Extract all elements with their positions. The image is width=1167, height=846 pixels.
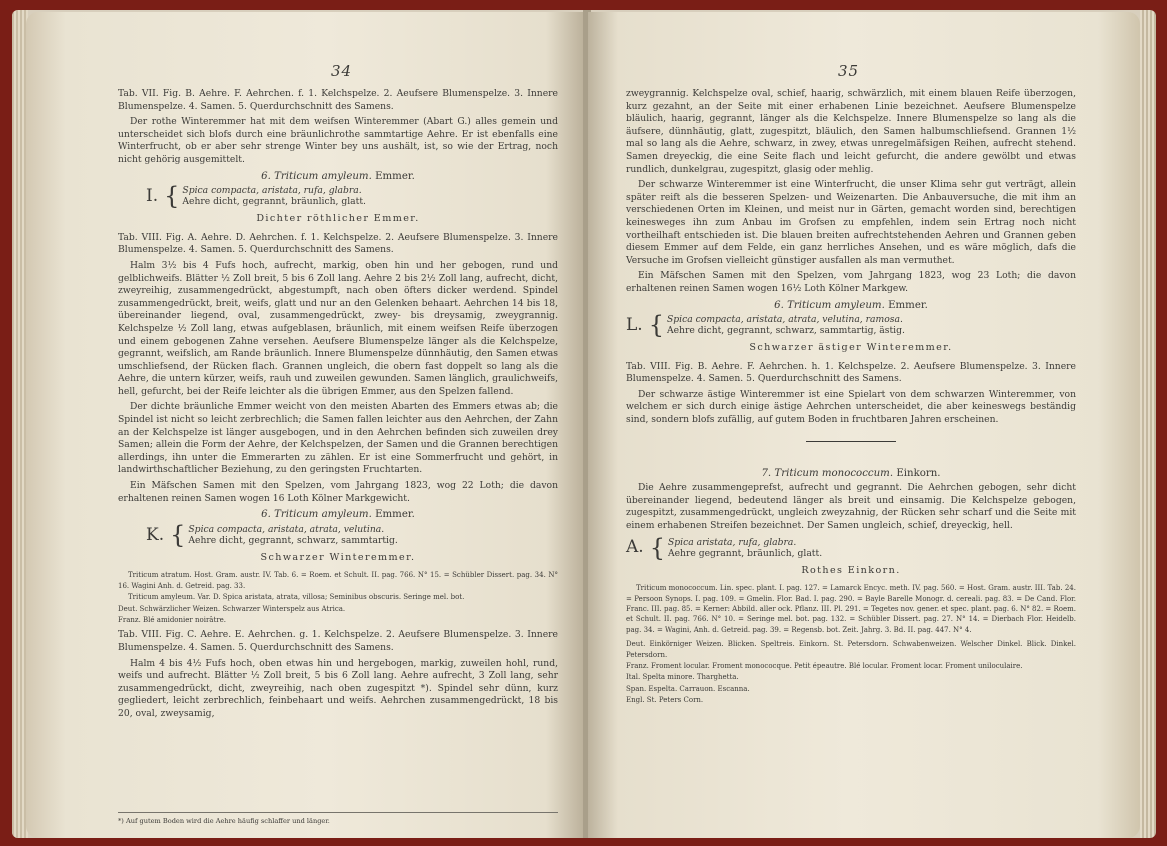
paragraph: Ein Mäfschen Samen mit den Spelzen, vom Jahrgang 1823, wog 22 Loth; die davon erhaltenen reinen Samen wogen 16 Loth Kölner Markgewicht.: [118, 480, 558, 504]
footnote: *) Auf gutem Boden wird die Aehre häufig schlaffer und länger.: [118, 812, 558, 825]
variety-name: Schwarzer Winteremmer.: [260, 551, 416, 563]
brace-glyph: {: [164, 182, 180, 211]
vernacular-french: Franz. Blé amidonier noirâtre.: [118, 616, 226, 625]
paragraph: zweygrannig. Kelchspelze oval, schief, haarig, schwärzlich, mit einem blauen Reife überzogen, kurz gezahnt, an der Seite mit einer erhabenen Linie bezeichnet. Aeufsere Blumenspelze bläulich, haarig, gegrannt, länger als die Kelchspelze. Innere Blumenspelze so lang als die äufsere, dünnhäutig, glatt, zugespitzt, bläulich, den Samen halbumschliefsend. Grannen 1½ mal so lang als die Aehre, schwarz, in zwey, etwas unregelmäfsigen Reihen, aufrecht stehend. Samen dreyeckig, die eine Seite flach und leicht gefurcht, die andere gewölbt und etwas rundlich, dunkelgrau, zugespitzt, glasig oder mehlig.: [626, 88, 1076, 175]
diagnosis-block: [626, 311, 1076, 340]
variety-name: Dichter röthlicher Emmer.: [256, 213, 420, 225]
german-diagnosis: Aehre dicht, gegrannt, schwarz, sammtartig.: [188, 534, 398, 546]
synonymy: Triticum monococcum. Lin. spec. plant. I. pag. 127. = Lamarck Encyc. meth. IV. pag. 560. = Host. Gram. austr. III. Tab. 24. = Persoon Synops. I. pag. 109. = Gmelin. Flor. Bad. I. pag. 290. = Bayle Barelle Monogr. d. cereali. pag. 83. = De Cand. Flor. Franc. III. pag. 85. = Kerner: Abbild. aller ock. Pflanz. III. Pl. 291. = Tegetes nov. gener. et spec. plant. pag. 6. N° 82. = Roem. et Schult. II. pag. 766. N° 10. = Seringe mel. bot. pag. 132. = Schübler Dissert. pag. 27. N° 14. = Dierbach Flor. Heidelb. pag. 34. = Wagini, Anh. d. Getreid. pag. 39. = Regensb. bot. Zeit. Jahrg. 3. Bd. II. pag. 447. N° 4.: [626, 584, 1076, 634]
page-number-right: 35: [838, 62, 860, 80]
brace-glyph: {: [648, 311, 664, 340]
brace-glyph: {: [649, 533, 665, 562]
latin-diagnosis: Spica compacta, aristata, atrata, velutina, ramosa.: [666, 314, 903, 326]
tab-caption: Tab. VII. Fig. B. Aehre. F. Aehrchen. f. 1. Kelchspelze. 2. Aeufsere Blumenspelze. 3. Innere Blumenspelze. 4. Samen. 5. Querdurchschnitt des Samens.: [118, 88, 558, 112]
paragraph: Der schwarze Winteremmer ist eine Winterfrucht, die unser Klima sehr gut verträgt, allein später reift als die besseren Spelzen- und Weizenarten. Die Anbauversuche, die mit ihm an verschiedenen Orten im Kleinen, und meist nur in Gärten, gemacht worden sind, berechtigen keinesweges ihn zum Anbau im Grofsen zu empfehlen, indem sein Ertrag noch nicht vortheilhaft entschieden ist. Die blauen breiten aufrechtstehenden Aehren und Grannen geben diesem Emmer auf dem Felde, ein ganz herrliches Ansehen, und es wäre möglich, dafs die Versuche im Grofsen vielleicht günstiger ausfallen als man vermuthet.: [626, 179, 1076, 266]
vernacular-german: Deut. Schwärzlicher Weizen. Schwarzer Winterspelz aus Atrica.: [118, 604, 346, 613]
diagnosis-block: [146, 520, 558, 549]
section-divider: [806, 441, 896, 442]
tab-caption: Tab. VIII. Fig. A. Aehre. D. Aehrchen. f. 1. Kelchspelze. 2. Aeufsere Blumenspelze. 3. Innere Blumenspelze. 4. Samen. 5. Querdurchschnitt des Samens.: [118, 231, 558, 256]
diagnosis-block: [626, 533, 1076, 562]
german-diagnosis: Aehre gegrannt, bräunlich, glatt.: [667, 547, 823, 559]
section-heading: 6. Triticum amyleum. Emmer.: [774, 299, 928, 311]
section-heading: 7. Triticum monococcum. Einkorn.: [761, 467, 941, 479]
section-heading: 6. Triticum amyleum. Emmer.: [261, 509, 415, 521]
variety-letter: I.: [146, 185, 159, 206]
variety-letter: K.: [146, 524, 165, 545]
german-diagnosis: Aehre dicht, gegrannt, bräunlich, glatt.: [182, 196, 366, 208]
paragraph: Der schwarze ästige Winteremmer ist eine Spielart von dem schwarzen Winteremmer, von welchem er sich durch einige ästige Aehrchen unterscheidet, die aber keineswegs beständig sind, sondern blofs zufällig, auf gutem Boden in fruchtbaren Jahren erscheinen.: [626, 388, 1076, 426]
page-number-left: 34: [331, 62, 353, 80]
description: Halm 4 bis 4½ Fufs hoch, oben etwas hin und hergebogen, markig, zuweilen hohl, rund, weifs und aufrecht. Blätter ½ Zoll breit, 5 bis 6 Zoll lang. Aehre aufrecht, 3 Zoll lang, sehr zusammengedrückt, dicht, zweyreihig, nach oben zugespitzt *). Spindel sehr dünn, kurz gegliedert, leicht zerbrechlich, feinbehaart und weifs. Aehrchen zusammengedrückt, 18 bis 20, oval, zweysamig,: [118, 657, 558, 719]
diagnosis-block: [146, 182, 558, 211]
latin-diagnosis: Spica aristata, rufa, glabra.: [667, 536, 797, 548]
right-page-edges: [1140, 10, 1156, 838]
right-column: [626, 88, 1076, 707]
paragraph: Ein Mäfschen Samen mit den Spelzen, vom Jahrgang 1823, wog 23 Loth; die davon erhaltenen reinen Samen wogen 16½ Loth Kölner Markgew.: [626, 270, 1076, 294]
variety-name: Schwarzer ästiger Winteremmer.: [749, 342, 953, 354]
paragraph: Der dichte bräunliche Emmer weicht von den meisten Abarten des Emmers etwas ab; die Spindel ist nicht so leicht zerbrechlich; die Samen fallen leichter aus den Aehrchen, der Zahn an der Kelchspelze ist länger ausgebogen, und in den Aehrchen befinden sich zuweilen drey Samen; allein die Form der Aehre, der Kelchspelzen, der Samen und die Grannen berechtigen allerdings, ihn unter die Emmerarten zu zählen. Er ist eine Sommerfrucht und gehört, in landwirthschaftlicher Beziehung, zu den geringsten Fruchtarten.: [118, 401, 558, 476]
vernacular-german: Deut. Einkörniger Weizen. Blicken. Speltreis. Einkorn. St. Petersdorn. Schwabenweizen. Welscher Dinkel. Blick. Dinkel. Petersdorn.: [626, 640, 1076, 659]
variety-letter: A.: [626, 537, 644, 558]
paragraph: Die Aehre zusammengeprefst, aufrecht und gegrannt. Die Aehrchen gebogen, sehr dicht übereinander liegend, bedeutend länger als breit und einsamig. Die Kelchspelze gebogen, zugespitzt, zusammengedrückt, ungleich zweyzahnig, der Rücken sehr scharf und die Seite mit einem erhabenen Streifen bezeichnet. Der Samen ungleich, schief, dreyeckig, hell.: [626, 482, 1076, 532]
paragraph: Der rothe Winteremmer hat mit dem weifsen Winteremmer (Abart G.) alles gemein und unterscheidet sich blofs durch eine bräunlichrothe sammtartige Aehre. Er ist ebenfalls eine Winterfrucht, ob er aber sehr strenge Winter bey uns aushält, ist, so wie der Ertrag, noch nicht gehörig ausgemittelt.: [118, 116, 558, 165]
vernacular-french: Franz. Froment locular. Froment monococque. Petit épeautre. Blé locular. Froment locar. Froment uniloculaire.: [626, 662, 1023, 671]
synonymy: Triticum atratum. Host. Gram. austr. IV. Tab. 6. = Roem. et Schult. II. pag. 766. N° 15. = Schübler Dissert. pag. 34. N° 16. Wagini Anh. d. Getreid. pag. 33.: [118, 571, 558, 590]
variety-letter: L.: [626, 314, 643, 335]
vernacular-english: Engl. St. Peters Corn.: [626, 696, 704, 705]
right-page: [588, 12, 1140, 838]
variety-name: Rothes Einkorn.: [801, 564, 901, 576]
tab-caption: Tab. VIII. Fig. B. Aehre. F. Aehrchen. h. 1. Kelchspelze. 2. Aeufsere Blumenspelze. 3. Innere Blumenspelze. 4. Samen. 5. Querdurchschnitt des Samens.: [626, 360, 1076, 385]
description: Halm 3½ bis 4 Fufs hoch, aufrecht, markig, oben hin und her gebogen, rund und gelblichweifs. Blätter ½ Zoll breit, 5 bis 6 Zoll lang. Aehre 2 bis 2½ Zoll lang, aufrecht, dicht, zweyreihig, zusammengedrückt, abgestumpft, nach oben öfters dicker werdend. Spindel zusammengedrückt, breit, weifs, glatt und nur an den Gelenken behaart. Aehrchen 14 bis 18, übereinander liegend, oval, zusammengedrückt, zwey- bis dreysamig, zweygrannig. Kelchspelze ½ Zoll lang, etwas aufgeblasen, bräunlich, mit einem weifsen Reife überzogen und einem gebogenen Zahne versehen. Aeufsere Blumenspelze länger als die Kelchspelze, gegrannt, weifslich, am Rande bräunlich. Innere Blumenspelze dünnhäutig, den Samen etwas umschliefsend, der Rücken flach. Grannen ungleich, die obern fast doppelt so lang als die Aehre, die untern kürzer, weifs, rauh und zuweilen gewunden. Samen länglich, graulichweifs, hell, gefurcht, bei der Reife leichter als die übrigen Emmer, aus den Spelzen fallend.: [118, 259, 558, 397]
section-heading: 6. Triticum amyleum. Emmer.: [261, 170, 415, 182]
left-column: [118, 88, 558, 724]
brace-glyph: {: [170, 520, 186, 549]
vernacular-spanish: Span. Espelta. Carrauon. Escanna.: [626, 684, 750, 693]
left-page: [26, 12, 586, 838]
vernacular-italian: Ital. Spelta minore. Tharghetta.: [626, 673, 739, 682]
latin-diagnosis: Spica compacta, aristata, rufa, glabra.: [182, 185, 362, 197]
synonymy: Triticum amyleum. Var. D. Spica aristata, atrata, villosa; Seminibus obscuris. Seringe mel. bot.: [128, 593, 465, 602]
tab-caption: Tab. VIII. Fig. C. Aehre. E. Aehrchen. g. 1. Kelchspelze. 2. Aeufsere Blumenspelze. 3. Innere Blumenspelze. 4. Samen. 5. Querdurchschnitt des Samens.: [118, 629, 558, 654]
german-diagnosis: Aehre dicht, gegrannt, schwarz, sammtartig, ästig.: [666, 325, 905, 337]
latin-diagnosis: Spica compacta, aristata, atrata, velutina.: [188, 523, 385, 535]
